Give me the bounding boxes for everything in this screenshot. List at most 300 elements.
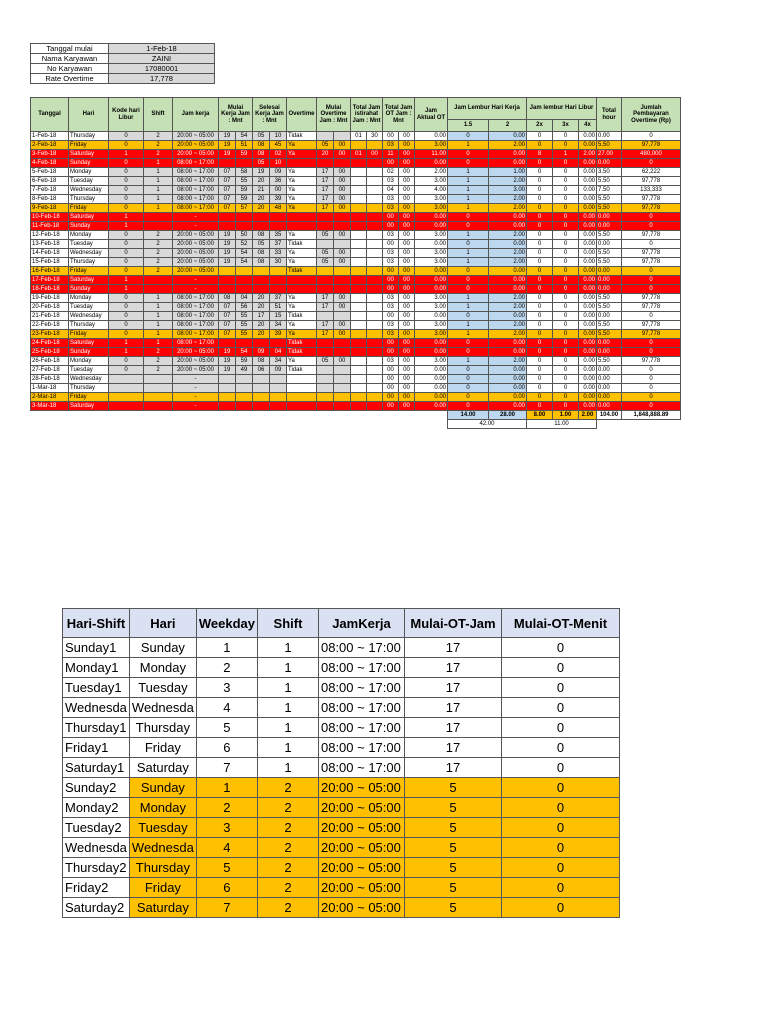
col-total-istirahat: Total Jam istirahat Jam : Mnt xyxy=(351,98,383,132)
cell-x4: 0.00 xyxy=(579,366,597,375)
ref-cell: 17 xyxy=(404,758,501,778)
cell-t2: 00 xyxy=(399,258,415,267)
cell-t2: 00 xyxy=(399,150,415,159)
ref-cell: 17 xyxy=(404,678,501,698)
cell-h: Saturday xyxy=(69,402,109,411)
total-2: 28.00 xyxy=(489,411,527,420)
cell-x3: 0 xyxy=(553,339,579,348)
cell-s xyxy=(144,285,173,294)
cell-x3: 0 xyxy=(553,393,579,402)
cell-k: 0 xyxy=(109,267,144,276)
cell-i2 xyxy=(367,141,383,150)
ref-row xyxy=(63,698,620,718)
sub-1-5: 1.5 xyxy=(448,120,489,132)
cell-t1: 03 xyxy=(383,231,399,240)
cell-x3: 0 xyxy=(553,177,579,186)
cell-i1 xyxy=(351,276,367,285)
cell-k: 0 xyxy=(109,249,144,258)
cell-x3: 0 xyxy=(553,240,579,249)
cell-th: 5.50 xyxy=(597,330,622,339)
cell-l2: 0.00 xyxy=(489,132,527,141)
cell-ov: Tidak xyxy=(287,366,317,375)
overtime-row xyxy=(31,213,681,222)
cell-x3: 0 xyxy=(553,168,579,177)
overtime-row xyxy=(31,186,681,195)
cell-t: 28-Feb-18 xyxy=(31,375,69,384)
cell-x4: 0.00 xyxy=(579,303,597,312)
cell-t1: 11 xyxy=(383,150,399,159)
cell-o2 xyxy=(334,276,351,285)
cell-a: 3.00 xyxy=(415,294,448,303)
cell-l1: 0 xyxy=(448,150,489,159)
cell-l2: 0.00 xyxy=(489,222,527,231)
ref-cell: 08:00 ~ 17:00 xyxy=(318,698,404,718)
cell-jk: 20:00 ~ 05:00 xyxy=(173,348,219,357)
cell-a: 3.00 xyxy=(415,231,448,240)
cell-jk: 08:00 ~ 17:00 xyxy=(173,294,219,303)
cell-s1: 08 xyxy=(253,258,270,267)
col-lembur-hari-libur: Jam lembur Hari Libur xyxy=(527,98,597,120)
cell-m2: 04 xyxy=(236,294,253,303)
overtime-row xyxy=(31,294,681,303)
cell-t2: 00 xyxy=(399,195,415,204)
ref-cell: 20:00 ~ 05:00 xyxy=(318,798,404,818)
cell-s1: 20 xyxy=(253,204,270,213)
cell-s: 1 xyxy=(144,303,173,312)
cell-t1: 03 xyxy=(383,141,399,150)
ref-cell: 1 xyxy=(257,718,318,738)
col-jumlah-pembayaran: Jumlah Pembayaran Overtime (Rp) xyxy=(622,98,681,132)
cell-t2: 00 xyxy=(399,375,415,384)
cell-o1 xyxy=(317,159,334,168)
cell-t2: 00 xyxy=(399,393,415,402)
col-jam-aktual-ot: Jam Aktual OT xyxy=(415,98,448,132)
info-row xyxy=(31,64,215,74)
ref-cell: 20:00 ~ 05:00 xyxy=(318,818,404,838)
sub-4x: 4x xyxy=(579,120,597,132)
info-value: 17080001 xyxy=(109,64,215,74)
cell-t2: 00 xyxy=(399,213,415,222)
cell-x3: 0 xyxy=(553,330,579,339)
cell-s1: 08 xyxy=(253,231,270,240)
cell-t1: 00 xyxy=(383,375,399,384)
cell-m2: 54 xyxy=(236,249,253,258)
cell-j: 97,778 xyxy=(622,141,681,150)
cell-o1: 05 xyxy=(317,141,334,150)
cell-h: Friday xyxy=(69,393,109,402)
cell-s2: 09 xyxy=(270,168,287,177)
overtime-row xyxy=(31,159,681,168)
cell-s1 xyxy=(253,285,270,294)
cell-j: 97,778 xyxy=(622,231,681,240)
cell-th: 3.50 xyxy=(597,168,622,177)
cell-h: Sunday xyxy=(69,159,109,168)
cell-t2: 00 xyxy=(399,231,415,240)
cell-t: 6-Feb-18 xyxy=(31,177,69,186)
cell-ov: Ya xyxy=(287,141,317,150)
cell-x3: 0 xyxy=(553,357,579,366)
cell-jk: 08:00 ~ 17:00 xyxy=(173,339,219,348)
ref-cell: 08:00 ~ 17:00 xyxy=(318,718,404,738)
cell-a: 0.00 xyxy=(415,375,448,384)
cell-jk: - xyxy=(173,276,219,285)
cell-s1: 08 xyxy=(253,150,270,159)
cell-x4: 0.00 xyxy=(579,294,597,303)
ref-cell: 2 xyxy=(196,798,257,818)
cell-j: 0 xyxy=(622,366,681,375)
overtime-row xyxy=(31,141,681,150)
ref-cell: Tuesday xyxy=(129,818,196,838)
ref-cell: Saturday1 xyxy=(63,758,130,778)
cell-t2: 00 xyxy=(399,384,415,393)
cell-t2: 00 xyxy=(399,402,415,411)
total-payment: 1,848,888.89 xyxy=(622,411,681,420)
ref-cell: 0 xyxy=(501,838,619,858)
cell-s2: 51 xyxy=(270,303,287,312)
cell-l1: 1 xyxy=(448,186,489,195)
ref-cell: Sunday2 xyxy=(63,778,130,798)
cell-s2: 02 xyxy=(270,150,287,159)
ref-cell: 08:00 ~ 17:00 xyxy=(318,678,404,698)
ref-cell: 3 xyxy=(196,678,257,698)
cell-o2 xyxy=(334,348,351,357)
cell-s xyxy=(144,384,173,393)
ref-cell: Tuesday2 xyxy=(63,818,130,838)
ref-cell: 5 xyxy=(404,798,501,818)
cell-jk: - xyxy=(173,285,219,294)
cell-o1: 17 xyxy=(317,168,334,177)
cell-t1: 04 xyxy=(383,186,399,195)
cell-o1: 20 xyxy=(317,150,334,159)
cell-x4: 0.00 xyxy=(579,267,597,276)
cell-m1 xyxy=(219,402,236,411)
cell-s1 xyxy=(253,393,270,402)
cell-x3: 1 xyxy=(553,150,579,159)
cell-k: 0 xyxy=(109,159,144,168)
cell-ov: Ya xyxy=(287,150,317,159)
cell-jk: 20:00 ~ 05:00 xyxy=(173,141,219,150)
cell-s: 2 xyxy=(144,141,173,150)
cell-l2: 2.00 xyxy=(489,204,527,213)
cell-l2: 2.00 xyxy=(489,231,527,240)
cell-ov: Ya xyxy=(287,249,317,258)
ref-cell: Friday xyxy=(129,878,196,898)
ref-cell: 20:00 ~ 05:00 xyxy=(318,858,404,878)
cell-s2 xyxy=(270,222,287,231)
cell-h: Sunday xyxy=(69,222,109,231)
cell-s2: 39 xyxy=(270,195,287,204)
ref-cell: Saturday xyxy=(129,758,196,778)
cell-m2 xyxy=(236,159,253,168)
cell-th: 0.00 xyxy=(597,222,622,231)
cell-th: 5.50 xyxy=(597,177,622,186)
ref-header: Hari-Shift xyxy=(63,609,130,638)
cell-o2: 00 xyxy=(334,294,351,303)
cell-l2: 0.00 xyxy=(489,150,527,159)
cell-s2: 36 xyxy=(270,177,287,186)
cell-i2 xyxy=(367,231,383,240)
cell-i1 xyxy=(351,285,367,294)
cell-th: 7.50 xyxy=(597,186,622,195)
cell-o1 xyxy=(317,375,334,384)
overtime-row xyxy=(31,339,681,348)
col-total-hour: Total hour xyxy=(597,98,622,132)
cell-t2: 00 xyxy=(399,222,415,231)
cell-j: 97,778 xyxy=(622,294,681,303)
cell-s1 xyxy=(253,402,270,411)
cell-x3: 0 xyxy=(553,375,579,384)
cell-th: 5.50 xyxy=(597,141,622,150)
cell-a: 11.00 xyxy=(415,150,448,159)
cell-ov: Ya xyxy=(287,303,317,312)
cell-x2: 0 xyxy=(527,240,553,249)
cell-j: 97,778 xyxy=(622,330,681,339)
cell-s: 2 xyxy=(144,132,173,141)
cell-t: 17-Feb-18 xyxy=(31,276,69,285)
cell-x3: 0 xyxy=(553,249,579,258)
cell-jk: 08:00 ~ 17:00 xyxy=(173,186,219,195)
cell-x3: 0 xyxy=(553,186,579,195)
cell-a: 3.00 xyxy=(415,357,448,366)
cell-i2 xyxy=(367,285,383,294)
overtime-row xyxy=(31,132,681,141)
ref-cell: 17 xyxy=(404,738,501,758)
cell-i1 xyxy=(351,213,367,222)
cell-k xyxy=(109,375,144,384)
cell-t1: 00 xyxy=(383,267,399,276)
cell-k: 0 xyxy=(109,312,144,321)
overtime-row xyxy=(31,375,681,384)
cell-x2: 0 xyxy=(527,231,553,240)
cell-m1: 07 xyxy=(219,303,236,312)
cell-h: Monday xyxy=(69,168,109,177)
cell-s1 xyxy=(253,339,270,348)
cell-x3: 0 xyxy=(553,258,579,267)
cell-m1: 19 xyxy=(219,249,236,258)
cell-j: 0 xyxy=(622,213,681,222)
cell-o1: 17 xyxy=(317,204,334,213)
cell-k: 1 xyxy=(109,222,144,231)
cell-j: 0 xyxy=(622,276,681,285)
ref-cell: 0 xyxy=(501,798,619,818)
overtime-row xyxy=(31,276,681,285)
cell-a: 0.00 xyxy=(415,222,448,231)
cell-x4: 0.00 xyxy=(579,186,597,195)
cell-t2: 00 xyxy=(399,366,415,375)
cell-x2: 0 xyxy=(527,186,553,195)
cell-m2 xyxy=(236,384,253,393)
cell-i1: 01 xyxy=(351,150,367,159)
cell-s2 xyxy=(270,276,287,285)
ref-cell: 0 xyxy=(501,658,619,678)
cell-o1 xyxy=(317,240,334,249)
cell-x2: 0 xyxy=(527,312,553,321)
cell-o2: 00 xyxy=(334,258,351,267)
cell-j: 0 xyxy=(622,159,681,168)
cell-x4: 0.00 xyxy=(579,168,597,177)
cell-l1: 0 xyxy=(448,222,489,231)
cell-l2: 0.00 xyxy=(489,285,527,294)
cell-o1: 05 xyxy=(317,249,334,258)
cell-ov xyxy=(287,222,317,231)
cell-i2 xyxy=(367,303,383,312)
cell-t: 13-Feb-18 xyxy=(31,240,69,249)
cell-k: 0 xyxy=(109,168,144,177)
cell-ov: Ya xyxy=(287,294,317,303)
cell-i2 xyxy=(367,222,383,231)
cell-l2: 2.00 xyxy=(489,321,527,330)
cell-i1 xyxy=(351,375,367,384)
overtime-row xyxy=(31,249,681,258)
cell-a: 3.00 xyxy=(415,141,448,150)
cell-ov: Ya xyxy=(287,357,317,366)
cell-l2: 2.00 xyxy=(489,177,527,186)
ref-cell: 5 xyxy=(404,838,501,858)
cell-o1: 17 xyxy=(317,303,334,312)
cell-t2: 00 xyxy=(399,132,415,141)
ref-cell: Wednesda xyxy=(129,838,196,858)
total-4x: 2.00 xyxy=(579,411,597,420)
cell-ov: Ya xyxy=(287,186,317,195)
ref-cell: 0 xyxy=(501,738,619,758)
cell-x2: 0 xyxy=(527,375,553,384)
cell-jk: 08:00 ~ 17:00 xyxy=(173,312,219,321)
cell-k: 0 xyxy=(109,141,144,150)
cell-x4: 0.00 xyxy=(579,357,597,366)
cell-t: 12-Feb-18 xyxy=(31,231,69,240)
cell-o1 xyxy=(317,312,334,321)
cell-m2 xyxy=(236,285,253,294)
cell-m1: 07 xyxy=(219,186,236,195)
cell-th: 5.50 xyxy=(597,294,622,303)
total-kerja-sum: 42.00 xyxy=(448,420,527,429)
cell-l2: 0.00 xyxy=(489,384,527,393)
cell-x2: 0 xyxy=(527,366,553,375)
cell-h: Thursday xyxy=(69,384,109,393)
overtime-row xyxy=(31,168,681,177)
cell-s1: 19 xyxy=(253,168,270,177)
ref-cell: 2 xyxy=(257,838,318,858)
cell-s2 xyxy=(270,402,287,411)
cell-a: 3.00 xyxy=(415,177,448,186)
ref-header: Mulai-OT-Jam xyxy=(404,609,501,638)
cell-t2: 00 xyxy=(399,249,415,258)
cell-x2: 0 xyxy=(527,195,553,204)
cell-h: Monday xyxy=(69,357,109,366)
cell-l1: 1 xyxy=(448,195,489,204)
ref-cell: Wednesda xyxy=(63,838,130,858)
cell-x4: 0.00 xyxy=(579,249,597,258)
cell-s: 1 xyxy=(144,195,173,204)
cell-s2 xyxy=(270,393,287,402)
cell-s xyxy=(144,213,173,222)
cell-jk: 08:00 ~ 17:00 xyxy=(173,177,219,186)
ref-cell: 5 xyxy=(404,898,501,918)
ref-cell: 20:00 ~ 05:00 xyxy=(318,778,404,798)
cell-t2: 00 xyxy=(399,348,415,357)
overtime-row xyxy=(31,330,681,339)
ref-cell: 5 xyxy=(404,818,501,838)
cell-s1: 20 xyxy=(253,294,270,303)
cell-s1: 17 xyxy=(253,312,270,321)
cell-x4: 0.00 xyxy=(579,402,597,411)
cell-j: 480,000 xyxy=(622,150,681,159)
cell-t1: 03 xyxy=(383,258,399,267)
ref-cell: Tuesday1 xyxy=(63,678,130,698)
cell-o2 xyxy=(334,285,351,294)
cell-x4: 0.00 xyxy=(579,339,597,348)
overtime-row xyxy=(31,204,681,213)
cell-o1 xyxy=(317,393,334,402)
cell-s: 1 xyxy=(144,321,173,330)
cell-l2: 3.00 xyxy=(489,186,527,195)
ref-cell: Monday1 xyxy=(63,658,130,678)
cell-h: Wednesday xyxy=(69,312,109,321)
ref-cell: 0 xyxy=(501,778,619,798)
cell-k: 0 xyxy=(109,186,144,195)
cell-o1: 17 xyxy=(317,330,334,339)
cell-s1: 08 xyxy=(253,357,270,366)
cell-m2 xyxy=(236,339,253,348)
ref-cell: Friday xyxy=(129,738,196,758)
cell-l1: 1 xyxy=(448,258,489,267)
col-overtime: Overtime xyxy=(287,98,317,132)
cell-o2 xyxy=(334,402,351,411)
cell-t2: 00 xyxy=(399,186,415,195)
cell-j: 0 xyxy=(622,375,681,384)
shift-reference-table xyxy=(62,608,620,918)
cell-i2: 30 xyxy=(367,132,383,141)
cell-jk: - xyxy=(173,375,219,384)
reference-header-row xyxy=(63,609,620,638)
cell-s xyxy=(144,393,173,402)
cell-s1 xyxy=(253,267,270,276)
cell-x4: 0.00 xyxy=(579,213,597,222)
cell-s: 2 xyxy=(144,240,173,249)
cell-l1: 1 xyxy=(448,330,489,339)
cell-l1: 0 xyxy=(448,240,489,249)
cell-s: 2 xyxy=(144,231,173,240)
cell-jk: 20:00 ~ 05:00 xyxy=(173,240,219,249)
ref-row xyxy=(63,658,620,678)
cell-i1 xyxy=(351,240,367,249)
cell-o2 xyxy=(334,240,351,249)
cell-s2 xyxy=(270,267,287,276)
ref-cell: 0 xyxy=(501,878,619,898)
cell-i2 xyxy=(367,186,383,195)
cell-l1: 1 xyxy=(448,204,489,213)
cell-t1: 00 xyxy=(383,240,399,249)
cell-l1: 1 xyxy=(448,303,489,312)
cell-k: 1 xyxy=(109,150,144,159)
cell-a: 0.00 xyxy=(415,348,448,357)
cell-x3: 0 xyxy=(553,141,579,150)
cell-m2 xyxy=(236,276,253,285)
cell-a: 0.00 xyxy=(415,384,448,393)
cell-i2 xyxy=(367,213,383,222)
cell-jk: 08:00 ~ 17:00 xyxy=(173,168,219,177)
cell-s1 xyxy=(253,213,270,222)
ref-row xyxy=(63,838,620,858)
ref-header: Mulai-OT-Menit xyxy=(501,609,619,638)
cell-a: 3.00 xyxy=(415,258,448,267)
cell-s: 2 xyxy=(144,150,173,159)
cell-ov xyxy=(287,276,317,285)
cell-m2: 56 xyxy=(236,303,253,312)
ref-cell: 20:00 ~ 05:00 xyxy=(318,838,404,858)
cell-x2: 0 xyxy=(527,141,553,150)
cell-s: 1 xyxy=(144,339,173,348)
